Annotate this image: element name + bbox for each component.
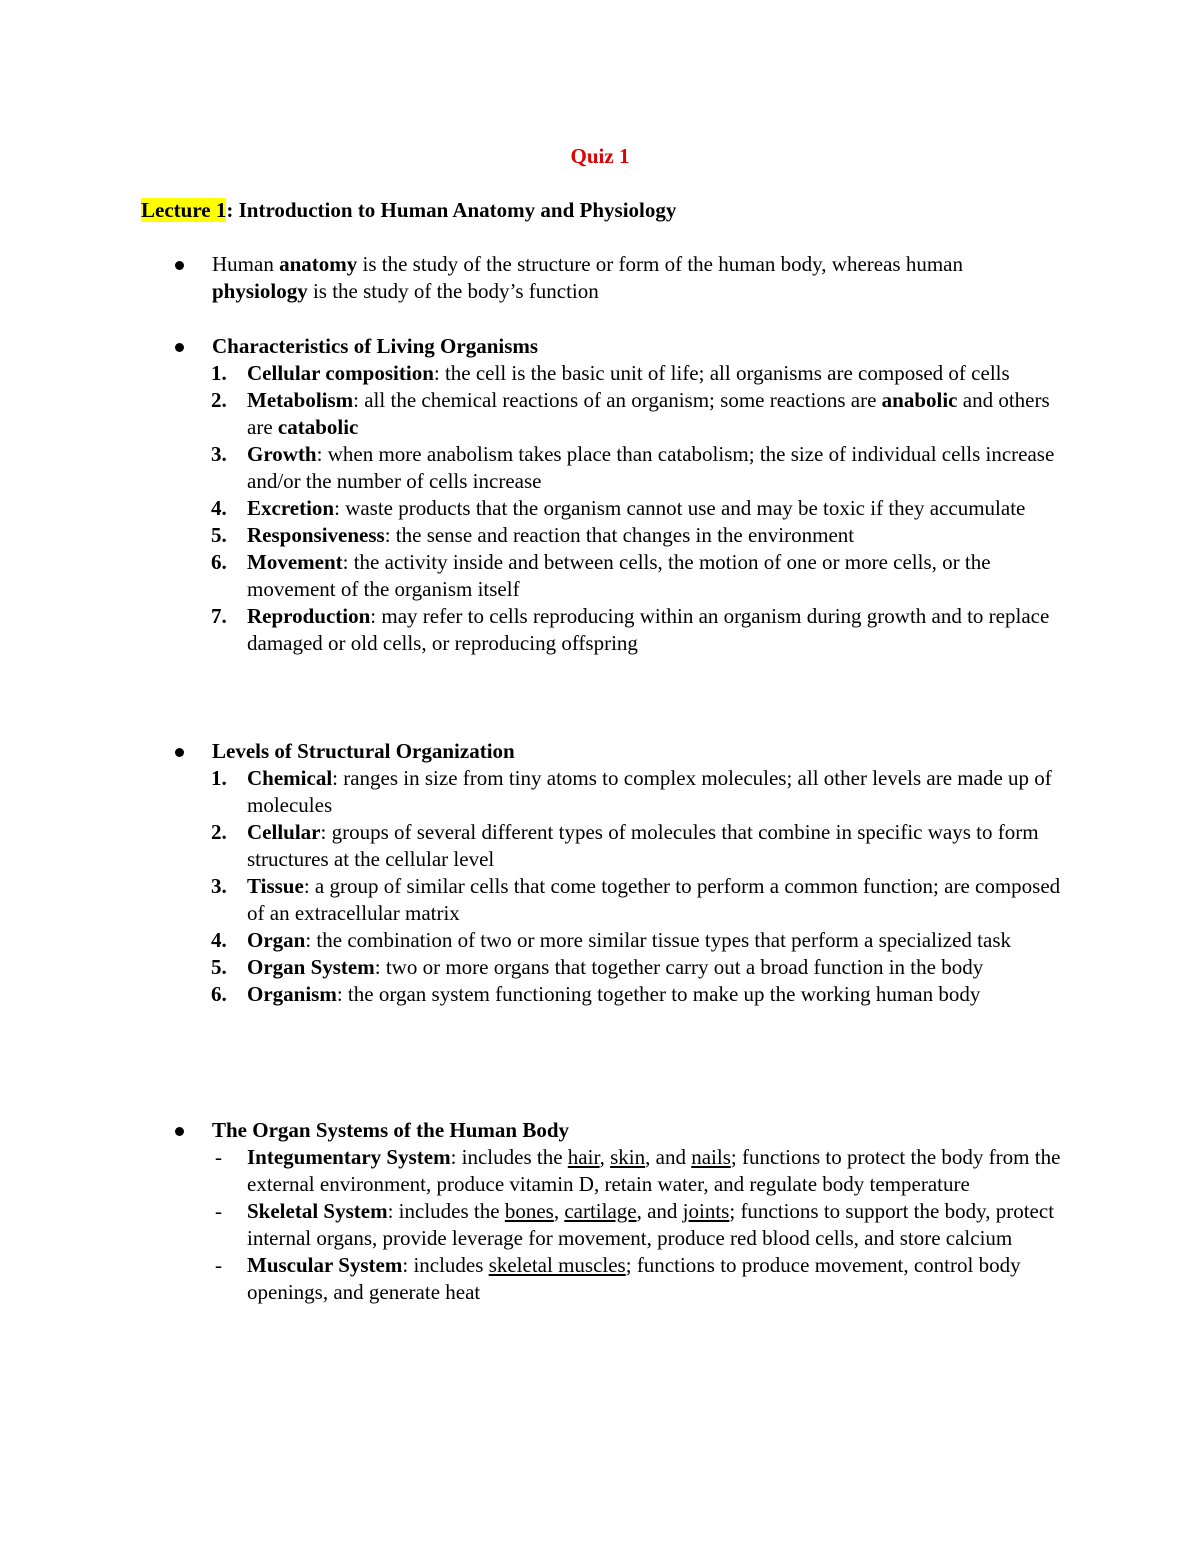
item-number: 7. (211, 604, 227, 628)
item-text: : groups of several different types of molecules that combine in specific ways to form structures at the cellular level (247, 820, 1039, 871)
term-hair: hair (567, 1145, 600, 1169)
item-term: Organism (247, 982, 337, 1006)
list-item (212, 603, 1062, 657)
systems-heading: The Organ Systems of the Human Body (212, 1118, 570, 1142)
item-term: Cellular (247, 820, 321, 844)
bullet-organ-systems (212, 1117, 1062, 1306)
list-item (212, 441, 1062, 495)
term-skin: skin (610, 1145, 646, 1169)
bullet-levels (212, 738, 1062, 1008)
item-text: : may refer to cells reproducing within an organism during growth and to replace damaged or old cells, or reproducing offspring (247, 604, 1050, 655)
term-cartilage: cartilage (564, 1199, 637, 1223)
item-text: ; functions to protect the body from the external environment, produce vitamin D, retain water, and regulate body temperature (247, 1145, 1061, 1196)
term-bones: bones (504, 1199, 554, 1223)
item-text: : ranges in size from tiny atoms to complex molecules; all other levels are made up of molecules (247, 766, 1052, 817)
intro-text-2: is the study of the structure or form of the human body, whereas human (357, 252, 963, 276)
item-number: 6. (211, 550, 227, 574)
item-term: Reproduction (247, 604, 371, 628)
levels-list (212, 765, 1062, 1008)
item-number: 1. (211, 361, 227, 385)
term-physiology: physiology (212, 279, 308, 303)
intro-text-1: Human (212, 252, 280, 276)
lecture-separator: : (226, 198, 234, 222)
term-catabolic: catabolic (277, 415, 359, 439)
item-term: Metabolism (247, 388, 354, 412)
levels-heading: Levels of Structural Organization (212, 739, 515, 763)
bullet-intro (212, 251, 1062, 305)
item-text: : includes (402, 1253, 489, 1277)
list-item (212, 954, 1062, 981)
item-term: Growth (247, 442, 317, 466)
dash-marker: - (215, 1253, 222, 1277)
item-term: Organ (247, 928, 306, 952)
term-joints: joints (682, 1199, 730, 1223)
item-number: 5. (211, 523, 227, 547)
item-text: : when more anabolism takes place than catabolism; the size of individual cells increase and/or the number of cells increase (247, 442, 1055, 493)
item-number: 5. (211, 955, 227, 979)
term-nails: nails (691, 1145, 731, 1169)
item-number: 2. (211, 388, 227, 412)
item-term: Excretion (247, 496, 335, 520)
list-item (212, 1144, 1062, 1198)
list-item (212, 981, 1062, 1008)
dash-marker: - (215, 1199, 222, 1223)
item-term: Cellular composition (247, 361, 434, 385)
lecture-topic: Introduction to Human Anatomy and Physiology (238, 198, 677, 222)
term-skeletal-muscles: skeletal muscles (488, 1253, 626, 1277)
item-number: 2. (211, 820, 227, 844)
intro-text-3: is the study of the body’s function (307, 279, 599, 303)
item-number: 1. (211, 766, 227, 790)
item-text: and others are (247, 388, 1050, 439)
item-text: , and (645, 1145, 692, 1169)
item-number: 4. (211, 928, 227, 952)
item-term: Skeletal System (247, 1199, 388, 1223)
item-text: : the cell is the basic unit of life; all organisms are composed of cells (433, 361, 1010, 385)
list-item (212, 360, 1062, 387)
item-text: : two or more organs that together carry out a broad function in the body (374, 955, 984, 979)
item-text: , (553, 1199, 565, 1223)
term-anabolic: anabolic (881, 388, 958, 412)
item-term: Muscular System (247, 1253, 403, 1277)
systems-list (212, 1144, 1062, 1306)
item-text: : the combination of two or more similar tissue types that perform a specialized task (305, 928, 1011, 952)
item-term: Responsiveness (247, 523, 385, 547)
lecture-label: Lecture 1 (141, 198, 227, 222)
item-text: : the activity inside and between cells, the motion of one or more cells, or the movement of the organism itself (247, 550, 991, 601)
item-text: : a group of similar cells that come together to perform a common function; are composed of an extracellular matrix (247, 874, 1061, 925)
item-text: , and (636, 1199, 683, 1223)
item-text: : includes the (387, 1199, 505, 1223)
characteristics-list (212, 360, 1062, 657)
item-term: Chemical (247, 766, 333, 790)
list-item (212, 522, 1062, 549)
item-text: , (599, 1145, 611, 1169)
item-text: : includes the (450, 1145, 568, 1169)
item-text: ; functions to produce movement, control body openings, and generate heat (247, 1253, 1021, 1304)
item-number: 4. (211, 496, 227, 520)
document-title: Quiz 1 (570, 144, 630, 168)
intro-paragraph (212, 251, 1062, 305)
item-term: Tissue (247, 874, 304, 898)
term-anatomy: anatomy (279, 252, 358, 276)
item-text: : all the chemical reactions of an organism; some reactions are (353, 388, 882, 412)
list-item (212, 873, 1062, 927)
item-number: 6. (211, 982, 227, 1006)
item-number: 3. (211, 874, 227, 898)
item-term: Movement (247, 550, 343, 574)
list-item (212, 387, 1062, 441)
list-item (212, 927, 1062, 954)
characteristics-heading: Characteristics of Living Organisms (212, 334, 539, 358)
list-item (212, 819, 1062, 873)
bullet-characteristics (212, 333, 1062, 657)
lecture-heading (141, 197, 676, 224)
list-item (212, 495, 1062, 522)
list-item (212, 549, 1062, 603)
item-term: Organ System (247, 955, 375, 979)
item-text: : waste products that the organism cannot use and may be toxic if they accumulate (334, 496, 1026, 520)
item-text: : the sense and reaction that changes in the environment (384, 523, 855, 547)
item-number: 3. (211, 442, 227, 466)
list-item (212, 1252, 1062, 1306)
item-term: Integumentary System (247, 1145, 451, 1169)
dash-marker: - (215, 1145, 222, 1169)
list-item (212, 765, 1062, 819)
item-text: : the organ system functioning together to make up the working human body (336, 982, 981, 1006)
item-text: ; functions to support the body, protect internal organs, provide leverage for movement, produce red blood cells, and store calcium (247, 1199, 1055, 1250)
list-item (212, 1198, 1062, 1252)
